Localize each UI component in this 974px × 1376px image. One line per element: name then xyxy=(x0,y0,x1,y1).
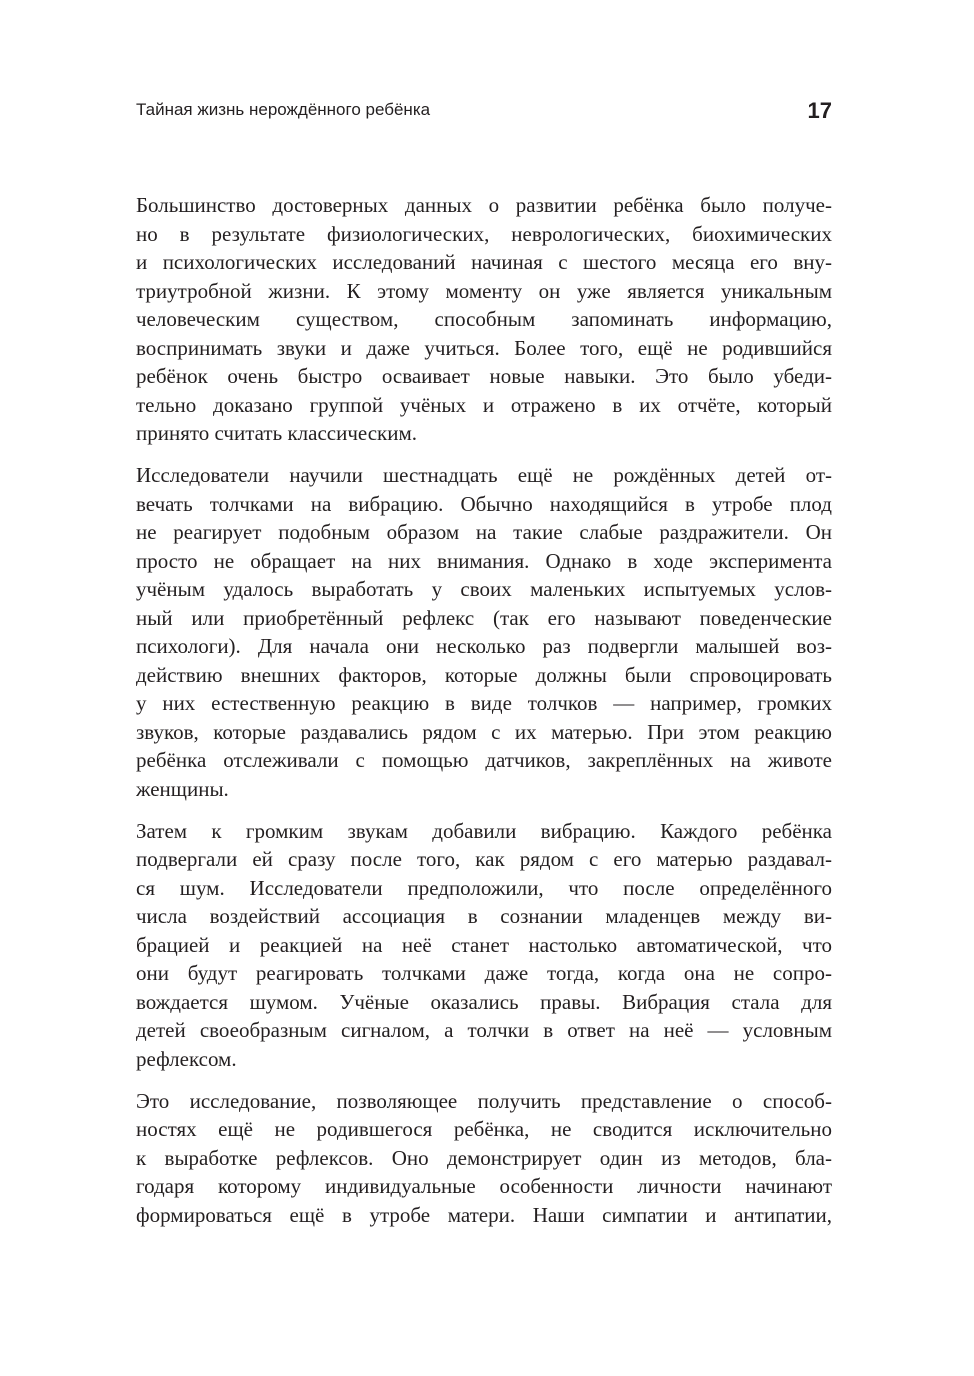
text-line: воспринимать звуки и даже учиться. Более того, ещё не родившийся xyxy=(136,335,832,360)
running-title: Тайная жизнь нерождённого ребёнка xyxy=(136,100,431,119)
text-line: Большинство достоверных данных о развитии ребёнка было получе- xyxy=(136,193,832,217)
text-line: подвергали ей сразу после того, как рядом с его матерью раздавал- xyxy=(136,847,832,871)
text-line: женщины. xyxy=(136,776,229,801)
text-line: числа воздействий ассоциация в сознании младенцев между ви- xyxy=(136,904,832,928)
text-line: рефлексом. xyxy=(136,1046,237,1071)
text-line: психологи). Для начала они несколько раз подвергли малышей воз- xyxy=(136,634,832,658)
text-line: принято считать классическим. xyxy=(136,421,418,445)
paragraph xyxy=(136,191,832,448)
text-line: формироваться ещё в утробе матери. Наши симпатии и антипатии, xyxy=(136,1202,832,1227)
text-line: действию внешних факторов, которые должны были спровоцировать xyxy=(136,662,832,687)
text-line: тельно доказано группой учёных и отражено в их отчёте, который xyxy=(136,392,832,417)
text-line: ностях ещё не родившегося ребёнка, не сводится исключительно xyxy=(136,1117,832,1141)
text-line: годаря которому индивидуальные особенности личности начинают xyxy=(136,1174,832,1198)
text-line: не реагирует подобным образом на такие слабые раздражители. Он xyxy=(136,520,832,544)
body-text xyxy=(136,191,832,1243)
text-line: ся шум. Исследователи предположили, что после определённого xyxy=(136,875,832,900)
text-line: ный или приобретённый рефлекс (так его называют поведенческие xyxy=(136,605,832,630)
text-line: учёным удалось выработать у своих маленьких испытуемых услов- xyxy=(136,577,832,601)
paragraph xyxy=(136,1087,832,1230)
text-line: они будут реагировать толчками даже тогда, когда она не сопро- xyxy=(136,961,832,985)
text-line: Исследователи научили шестнадцать ещё не рождённых детей от- xyxy=(136,463,832,487)
text-line: вождается шумом. Учёные оказались правы. Вибрация стала для xyxy=(136,989,832,1014)
text-line: но в результате физиологических, неврологических, биохимических xyxy=(136,221,832,246)
text-line: человеческим существом, способным запоминать информацию, xyxy=(136,307,832,331)
text-line: ребёнка отслеживали с помощью датчиков, закреплённых на животе xyxy=(136,748,832,772)
text-line: к выработке рефлексов. Оно демонстрирует один из методов, бла- xyxy=(136,1145,832,1170)
text-line: вечать толчками на вибрацию. Обычно находящийся в утробе плод xyxy=(136,491,832,516)
text-line: просто не обращает на них внимания. Однако в ходе эксперимента xyxy=(136,548,832,573)
text-line: Это исследование, позволяющее получить представление о способ- xyxy=(136,1088,832,1113)
page-number: 17 xyxy=(807,98,832,123)
paragraph xyxy=(136,817,832,1074)
paragraph xyxy=(136,461,832,803)
text-line: ребёнок очень быстро осваивает новые навыки. Это было убеди- xyxy=(136,364,832,388)
text-line: звуков, которые раздавались рядом с их матерью. При этом реакцию xyxy=(136,719,832,744)
text-line: триутробной жизни. К этому моменту он уже является уникальным xyxy=(136,278,832,303)
text-line: и психологических исследований начиная с шестого месяца его вну- xyxy=(136,250,832,274)
text-line: у них естественную реакцию в виде толчков — например, громких xyxy=(136,691,832,715)
text-line: Затем к громким звукам добавили вибрацию. Каждого ребёнка xyxy=(136,818,832,843)
page-header xyxy=(136,98,832,128)
text-line: брацией и реакцией на неё станет настолько автоматической, что xyxy=(136,932,832,957)
text-line: детей своеобразным сигналом, а толчки в ответ на неё — условным xyxy=(136,1018,832,1042)
